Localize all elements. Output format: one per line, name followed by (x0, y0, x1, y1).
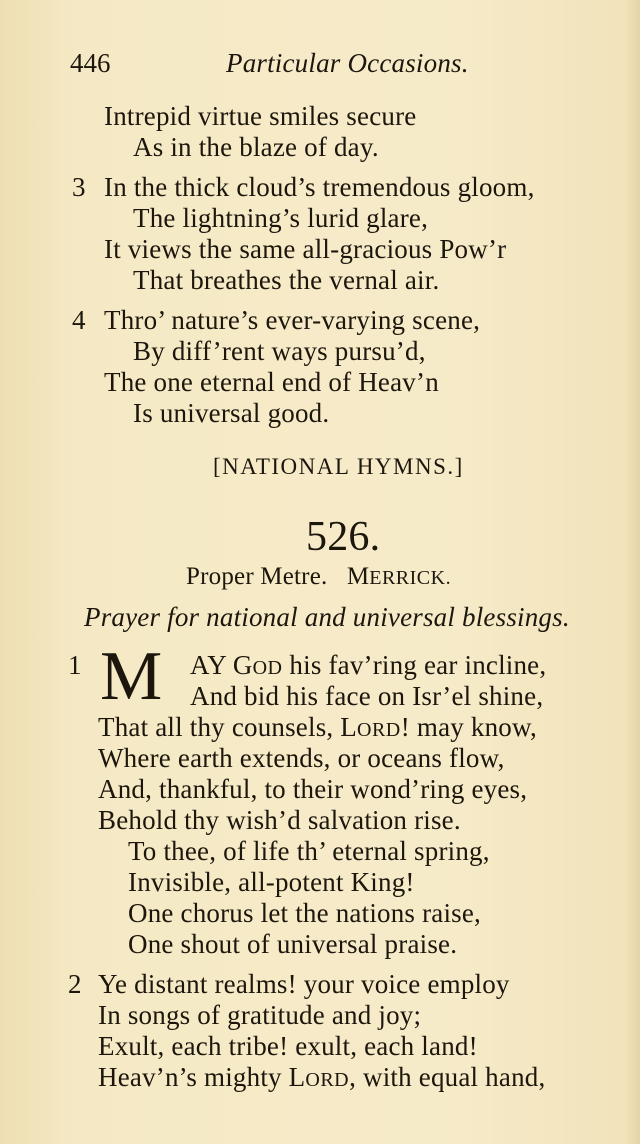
verse-line: To thee, of life th’ eternal spring, (128, 836, 490, 866)
hymn-number: 526. (306, 514, 381, 560)
verse-line: Invisible, all-potent King! (128, 867, 415, 897)
page-number: 446 (70, 48, 111, 78)
stanza-number: 3 (72, 172, 86, 202)
verse-line: One chorus let the nations raise, (128, 898, 481, 928)
verse-line: Intrepid virtue smiles secure (104, 101, 417, 131)
author: MERRICK. (346, 563, 452, 590)
stanza-number: 1 (68, 650, 82, 680)
stanza-number: 4 (72, 305, 86, 335)
verse-line: It views the same all-gracious Pow’r (104, 234, 507, 264)
verse-line: As in the blaze of day. (133, 132, 379, 162)
verse-line: Heav’n’s mighty LORD, with equal hand, (98, 1062, 546, 1092)
drop-cap: M (100, 638, 163, 715)
verse-line: And, thankful, to their wond’ring eyes, (98, 774, 528, 804)
hymn-subtitle: Prayer for national and universal blessings. (84, 602, 570, 632)
verse-line: And bid his face on Isr’el shine, (190, 681, 544, 711)
verse-line: Where earth extends, or oceans flow, (98, 743, 505, 773)
stanza-number: 2 (68, 969, 82, 999)
section-title: [NATIONAL HYMNS.] (213, 454, 464, 479)
verse-line: One shout of universal praise. (128, 929, 458, 959)
verse-line: Ye distant realms! your voice employ (98, 969, 510, 999)
metre: Proper Metre. (186, 563, 328, 590)
verse-line: In the thick cloud’s tremendous gloom, (104, 172, 535, 202)
verse-line: In songs of gratitude and joy; (98, 1000, 422, 1030)
verse-line: By diff’rent ways pursu’d, (133, 336, 426, 366)
hymn-metre-author (186, 562, 451, 593)
verse-line: Exult, each tribe! exult, each land! (98, 1031, 478, 1061)
verse-line: That all thy counsels, LORD! may know, (98, 712, 537, 742)
verse-line: Is universal good. (133, 398, 330, 428)
verse-line: AY GOD his fav’ring ear incline, (190, 650, 547, 680)
verse-line: The one eternal end of Heav’n (104, 367, 439, 397)
verse-line: Thro’ nature’s ever-varying scene, (104, 305, 481, 335)
running-title: Particular Occasions. (226, 48, 469, 78)
verse-line: That breathes the vernal air. (133, 265, 440, 295)
verse-line: Behold thy wish’d salvation rise. (98, 805, 461, 835)
page-edge-shadow (626, 0, 640, 1144)
verse-line: The lightning’s lurid glare, (133, 203, 429, 233)
